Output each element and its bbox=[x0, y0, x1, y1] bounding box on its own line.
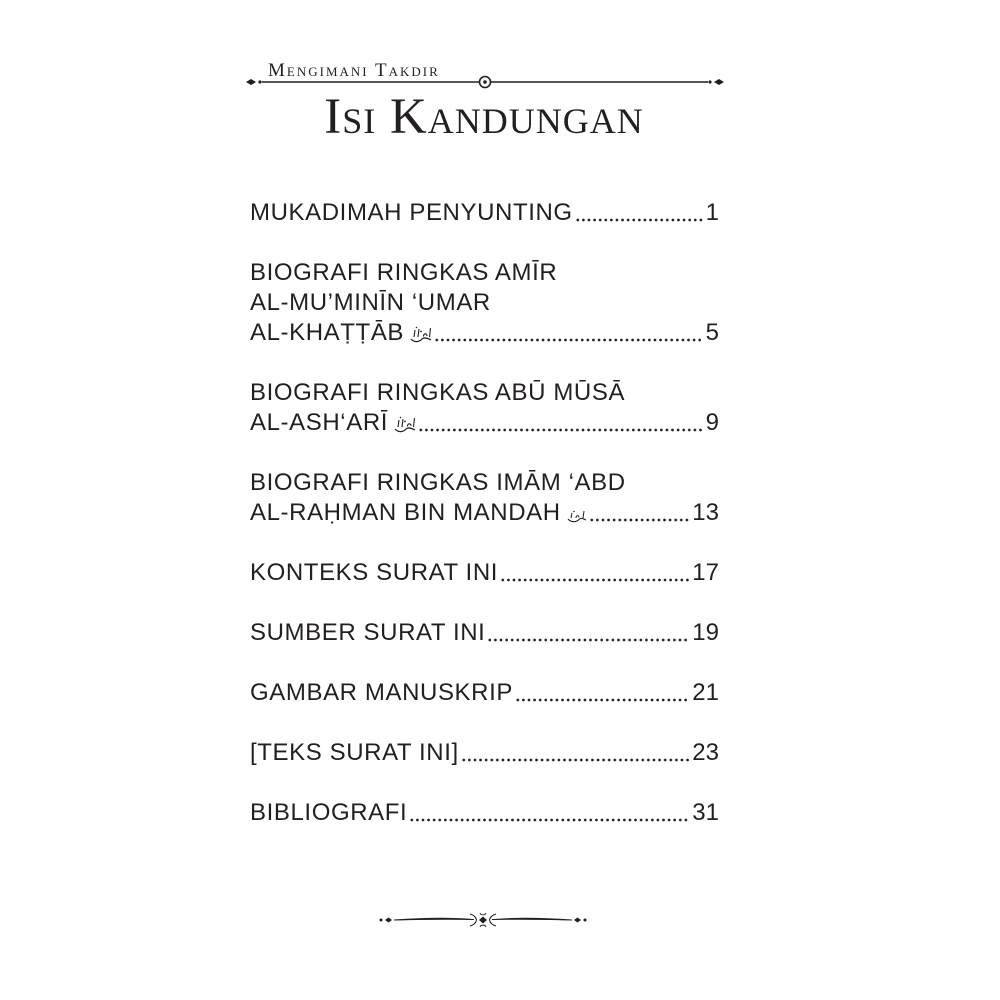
toc-entry-title: AL-RAḤMAN BIN MANDAH bbox=[250, 499, 561, 526]
toc-page-number: 23 bbox=[692, 739, 719, 766]
dot-leader bbox=[500, 578, 689, 582]
toc-entry bbox=[250, 258, 719, 348]
toc-entry bbox=[250, 468, 719, 528]
toc-entry-line bbox=[250, 618, 719, 648]
dot-leader bbox=[418, 428, 703, 432]
toc-entry-title: GAMBAR MANUSKRIP bbox=[250, 679, 513, 706]
toc-entry-line bbox=[250, 198, 719, 228]
toc-entry bbox=[250, 678, 719, 708]
toc-page-number: 1 bbox=[705, 199, 719, 226]
page-title: Isi Kandungan bbox=[324, 89, 644, 145]
rahimahullah-icon bbox=[567, 509, 587, 523]
toc-entry-title-line: BIOGRAFI RINGKAS AMĪR bbox=[250, 259, 558, 286]
table-of-contents bbox=[250, 198, 719, 858]
toc-entry-line bbox=[250, 738, 719, 768]
toc-entry-line bbox=[250, 318, 719, 348]
toc-entry bbox=[250, 558, 719, 588]
radiyallahu-anhu-icon bbox=[410, 325, 432, 343]
toc-page-number: 21 bbox=[692, 679, 719, 706]
toc-entry-title-line: BIOGRAFI RINGKAS ABŪ MŪSĀ bbox=[250, 379, 626, 406]
radiyallahu-anhu-icon bbox=[394, 415, 416, 433]
toc-entry bbox=[250, 738, 719, 768]
toc-entry-line bbox=[250, 498, 719, 528]
rule-center-ring-icon bbox=[480, 77, 491, 88]
toc-entry-title: KONTEKS SURAT INI bbox=[250, 559, 499, 586]
flourish-icon bbox=[375, 905, 591, 935]
toc-entry-title: AL-KHAṬṬĀB bbox=[250, 319, 405, 346]
toc-entry-title-line: BIOGRAFI RINGKAS IMĀM ‘ABD bbox=[250, 469, 626, 496]
running-title: Mengimani Takdir bbox=[268, 60, 440, 81]
toc-entry-title-line: AL-MU’MINĪN ‘UMAR bbox=[250, 289, 491, 316]
toc-page-number: 13 bbox=[692, 499, 719, 526]
toc-page-number: 9 bbox=[705, 409, 719, 436]
toc-entry bbox=[250, 378, 719, 438]
toc-entry-line bbox=[250, 798, 719, 828]
toc-page-number: 31 bbox=[692, 799, 719, 826]
toc-entry bbox=[250, 618, 719, 648]
dot-leader bbox=[515, 698, 689, 702]
toc-entry-line bbox=[250, 678, 719, 708]
dot-leader bbox=[434, 338, 703, 342]
toc-entry-title: MUKADIMAH PENYUNTING bbox=[250, 199, 573, 226]
dot-leader bbox=[589, 518, 690, 522]
toc-page-number: 17 bbox=[692, 559, 719, 586]
dot-leader bbox=[575, 218, 703, 222]
toc-page-number: 5 bbox=[705, 319, 719, 346]
toc-entry-line bbox=[250, 408, 719, 438]
toc-entry-title: [TEKS SURAT INI] bbox=[250, 739, 459, 766]
toc-entry-title: AL-ASH‘ARĪ bbox=[250, 409, 389, 436]
toc-entry-title: SUMBER SURAT INI bbox=[250, 619, 486, 646]
dot-leader bbox=[487, 638, 689, 642]
toc-entry-title: BIBLIOGRAFI bbox=[250, 799, 408, 826]
toc-entry bbox=[250, 798, 719, 828]
dot-leader bbox=[461, 758, 690, 762]
toc-entry bbox=[250, 198, 719, 228]
toc-entry-line bbox=[250, 558, 719, 588]
dot-leader bbox=[409, 818, 689, 822]
toc-page-number: 19 bbox=[692, 619, 719, 646]
